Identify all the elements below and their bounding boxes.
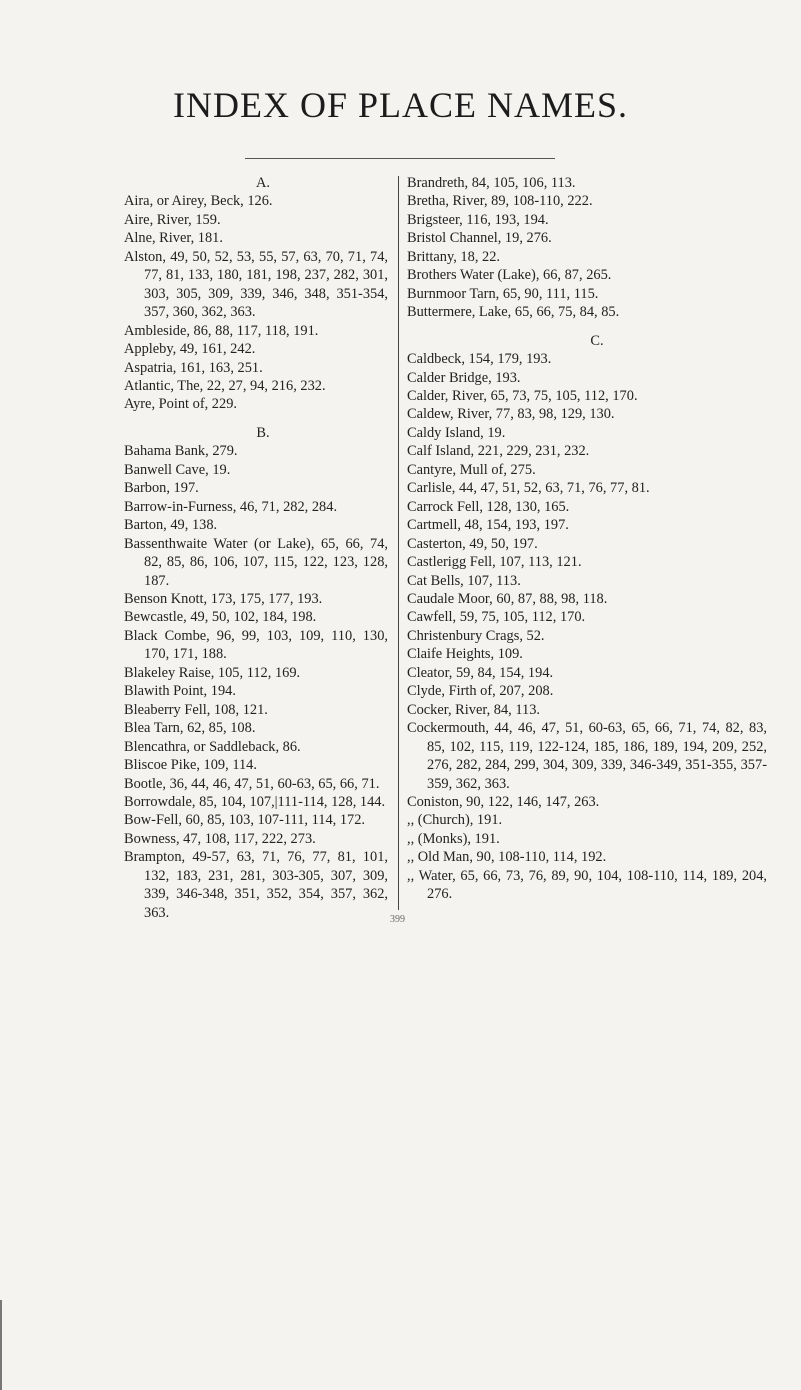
index-entry: Blea Tarn, 62, 85, 108. [124, 720, 256, 737]
index-entry: Clyde, Firth of, 207, 208. [407, 683, 554, 700]
index-entry: Cat Bells, 107, 113. [407, 572, 521, 589]
index-entry: Brampton, 49-57, 63, 71, 76, 77, 81, 101, 132, 183, 231, 281, 303-305, 307, 309, 339, 346-348, 351, 352, 354, 357, 362, 363. [124, 849, 388, 921]
index-entry: Benson Knott, 173, 175, 177, 193. [124, 590, 323, 607]
index-entry: Aira, or Airey, Beck, 126. [124, 193, 273, 210]
index-entry: Ayre, Point of, 229. [124, 396, 237, 413]
index-entry: Cockermouth, 44, 46, 47, 51, 60-63, 65, 66, 71, 74, 82, 83, 85, 102, 115, 119, 122-124, 185, 186, 189, 194, 209, 252, 276, 282, 284, 299, 304, 309, 339, 346-349, 351-355, 357-359, 362, 363. [407, 720, 767, 792]
right-column [407, 174, 767, 904]
index-entry: Buttermere, Lake, 65, 66, 75, 84, 85. [407, 304, 620, 321]
index-entry: ,, Old Man, 90, 108-110, 114, 192. [407, 849, 607, 866]
index-entry: Brothers Water (Lake), 66, 87, 265. [407, 267, 612, 284]
index-entry: Coniston, 90, 122, 146, 147, 263. [407, 793, 600, 810]
index-entry: Bliscoe Pike, 109, 114. [124, 757, 257, 774]
index-entry: Banwell Cave, 19. [124, 461, 231, 478]
index-entry: Bootle, 36, 44, 46, 47, 51, 60-63, 65, 66, 71. [124, 775, 380, 792]
index-entry: Calder, River, 65, 73, 75, 105, 112, 170. [407, 387, 638, 404]
index-entry: Alston, 49, 50, 52, 53, 55, 57, 63, 70, 71, 74, 77, 81, 133, 180, 181, 198, 237, 282, 301, 303, 305, 309, 339, 346, 348, 351-354, 357, 360, 362, 363. [124, 248, 388, 321]
index-entry: Alne, River, 181. [124, 230, 223, 247]
section-gap [407, 322, 767, 332]
index-entry: Bleaberry Fell, 108, 121. [124, 701, 268, 718]
index-entry: Cartmell, 48, 154, 193, 197. [407, 517, 569, 534]
index-entry: Blencathra, or Saddleback, 86. [124, 738, 301, 755]
column-divider [398, 176, 399, 910]
section-gap [124, 414, 388, 424]
index-entry: Borrowdale, 85, 104, 107,|111-114, 128, 144. [124, 793, 386, 810]
index-entry: Black Combe, 96, 99, 103, 109, 110, 130, 170, 171, 188. [124, 627, 388, 663]
index-entry: Cocker, River, 84, 113. [407, 701, 540, 718]
index-entry: ,, Water, 65, 66, 73, 76, 89, 90, 104, 108-110, 114, 189, 204, 276. [407, 867, 767, 903]
section-letter: C. [590, 332, 604, 349]
index-entry: Bahama Bank, 279. [124, 443, 238, 460]
title-rule [245, 158, 555, 159]
page-edge [0, 1300, 2, 1390]
index-entry: Bassenthwaite Water (or Lake), 65, 66, 74, 82, 85, 86, 106, 107, 115, 122, 123, 128, 187. [124, 535, 388, 589]
index-entry: Bewcastle, 49, 50, 102, 184, 198. [124, 609, 317, 626]
index-entry: Caldbeck, 154, 179, 193. [407, 351, 552, 368]
index-entry: Caldy Island, 19. [407, 424, 506, 441]
index-entry: Bristol Channel, 19, 276. [407, 230, 552, 247]
page-title: INDEX OF PLACE NAMES. [172, 85, 629, 125]
index-entry: Christenbury Crags, 52. [407, 627, 545, 644]
index-entry: Blawith Point, 194. [124, 683, 236, 700]
index-entry: Burnmoor Tarn, 65, 90, 111, 115. [407, 285, 599, 302]
index-entry: Ambleside, 86, 88, 117, 118, 191. [124, 322, 319, 339]
index-entry: Castlerigg Fell, 107, 113, 121. [407, 554, 582, 571]
index-entry: Caldew, River, 77, 83, 98, 129, 130. [407, 406, 615, 423]
index-entry: Barrow-in-Furness, 46, 71, 282, 284. [124, 498, 338, 515]
section-letter: B. [256, 424, 270, 441]
index-entry: Calder Bridge, 193. [407, 369, 521, 386]
page-number: 399 [390, 914, 405, 925]
index-entry: ,, (Monks), 191. [407, 830, 500, 847]
index-entry: Aspatria, 161, 163, 251. [124, 359, 263, 376]
index-entry: Barton, 49, 138. [124, 517, 218, 534]
index-entry: Barbon, 197. [124, 480, 199, 497]
index-entry: ,, (Church), 191. [407, 812, 503, 829]
index-entry: Caudale Moor, 60, 87, 88, 98, 118. [407, 590, 608, 607]
index-entry: Brigsteer, 116, 193, 194. [407, 211, 549, 228]
index-entry: Claife Heights, 109. [407, 646, 523, 663]
index-entry: Atlantic, The, 22, 27, 94, 216, 232. [124, 377, 326, 394]
index-entry: Brittany, 18, 22. [407, 248, 500, 265]
left-column [124, 174, 388, 922]
index-entry: Carrock Fell, 128, 130, 165. [407, 498, 570, 515]
index-entry: Carlisle, 44, 47, 51, 52, 63, 71, 76, 77, 81. [407, 480, 650, 497]
index-entry: Aire, River, 159. [124, 211, 221, 228]
index-entry: Cawfell, 59, 75, 105, 112, 170. [407, 609, 586, 626]
index-entry: Cantyre, Mull of, 275. [407, 461, 536, 478]
index-entry: Cleator, 59, 84, 154, 194. [407, 664, 554, 681]
index-entry: Bretha, River, 89, 108-110, 222. [407, 193, 593, 210]
index-entry: Brandreth, 84, 105, 106, 113. [407, 175, 576, 191]
index-entry: Bow-Fell, 60, 85, 103, 107-111, 114, 172. [124, 812, 366, 829]
index-entry: Calf Island, 221, 229, 231, 232. [407, 443, 590, 460]
index-entry: Bowness, 47, 108, 117, 222, 273. [124, 830, 316, 847]
index-entry: Blakeley Raise, 105, 112, 169. [124, 664, 301, 681]
section-letter: A. [256, 175, 270, 191]
index-entry: Appleby, 49, 161, 242. [124, 341, 256, 358]
index-entry: Casterton, 49, 50, 197. [407, 535, 538, 552]
